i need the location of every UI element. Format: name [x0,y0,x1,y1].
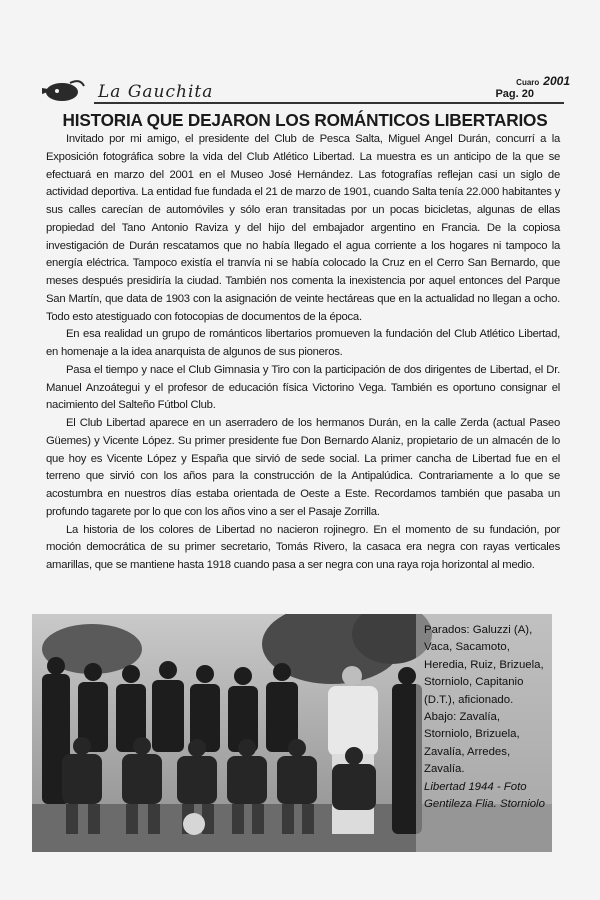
caption-line: Heredia, Ruiz, Brizuela, [424,658,544,671]
article-body [46,131,560,575]
caption-line: Storniolo, Brizuela, [424,728,520,741]
caption-line: Storniolo, Capitanio [424,676,524,689]
photo-credit-line: Gentileza Flia. Storniolo [424,798,545,811]
photo-caption [424,622,550,813]
page-number: Pag. 20 [495,88,534,100]
header-rule [94,102,564,104]
article-paragraph: Pasa el tiempo y nace el Club Gimnasia y Tiro con la participación de dos dirigentes de Libertad, el Dr. Manuel Anzoátegui y el profesor de educación física Victorino Vega. También es oportuno consignar el nacimiento del Salteño Fútbol Club. [46,363,560,412]
masthead-logo [40,78,86,104]
article-title: HISTORIA QUE DEJARON LOS ROMÁNTICOS LIBERTARIOS [62,110,548,130]
caption-line: Vaca, Sacamoto, [424,641,510,654]
article-paragraph: El Club Libertad aparece en un aserradero de los hermanos Durán, en la calle Zerda (actual Paseo Güemes) y Vicente López. Su primer presidente fue Don Bernardo Alaniz, propietario de un almacén de lo que hoy es Vicente López y España que sirvió de sede social. La primer cancha de Libertad fue en el terreno que sirvió con los años para la construcción de la Antipalúdica. Contrariamente a lo que se acostumbra en nuestros días estaba orientada de Oeste a Este. Recordamos también que pasaba un profundo tagarete por lo que con los años vino a ser el Pasaje Zorrilla. [46,417,560,518]
brand-name: La Gauchita [98,82,214,102]
caption-line: (D.T.), aficionado. [424,693,514,706]
photo-credit-line: Libertad 1944 - Foto [424,780,527,793]
caption-line: Zavalía. [424,763,465,776]
article-paragraph: Invitado por mi amigo, el presidente del Club de Pesca Salta, Miguel Angel Durán, concurrí a la Exposición fotográfica sobre la vida del Club Atlético Libertad. La muestra es un anticipo de la que se efectuará en marzo del 2001 en el Museo José Hernández. Las fotografías reflejan casi un siglo de actividad deportiva. La entidad fue fundada el 21 de marzo de 1901, cuando Salta tenía 22.000 habitantes y sus calles carecían de automóviles y sólo eran transitadas por un pocas bicicletas, algunas de ellas propiedad del Tano Antonio Raviza y del hijo del embajador argentino en Francia. De la copiosa investigación de Durán rescatamos que no había llegado el agua corriente a los hogares ni tampoco la energía eléctrica. Tampoco existía el tranvía ni se había colocado la Cruz en el Cerro San Bernardo, que meses después presidiría la ciudad. También nos comenta la inexistencia por aquel entonces del Parque San Martín, que data de 1903 con la asignación de veinte hectáreas que en la actualidad no llegan a ocho. Todo esto atestiguado con fotocopias de documentos de la época. [46,133,560,323]
caption-line: Zavalía, Arredes, [424,745,511,758]
issue-year: 2001 [543,74,570,88]
caption-line: Parados: Galuzzi (A), [424,624,533,636]
article-paragraph: En esa realidad un grupo de románticos libertarios promueven la fundación del Club Atlético Libertad, en homenaje a la idea anarquista de algunos de sus pioneros. [46,328,560,358]
issue-label [516,74,570,88]
issue-label-prefix: Cuaro [516,78,540,87]
masthead [40,72,570,112]
caption-line: Abajo: Zavalía, [424,711,500,724]
article-paragraph: La historia de los colores de Libertad no nacieron rojinegro. En el momento de su fundación, por moción democrática de su primer secretario, Tomás Rivero, la casaca era negra con rayas verticales amarillas, que se mantiene hasta 1918 cuando pasa a ser negra con una raya roja horizontal al medio. [46,523,560,571]
